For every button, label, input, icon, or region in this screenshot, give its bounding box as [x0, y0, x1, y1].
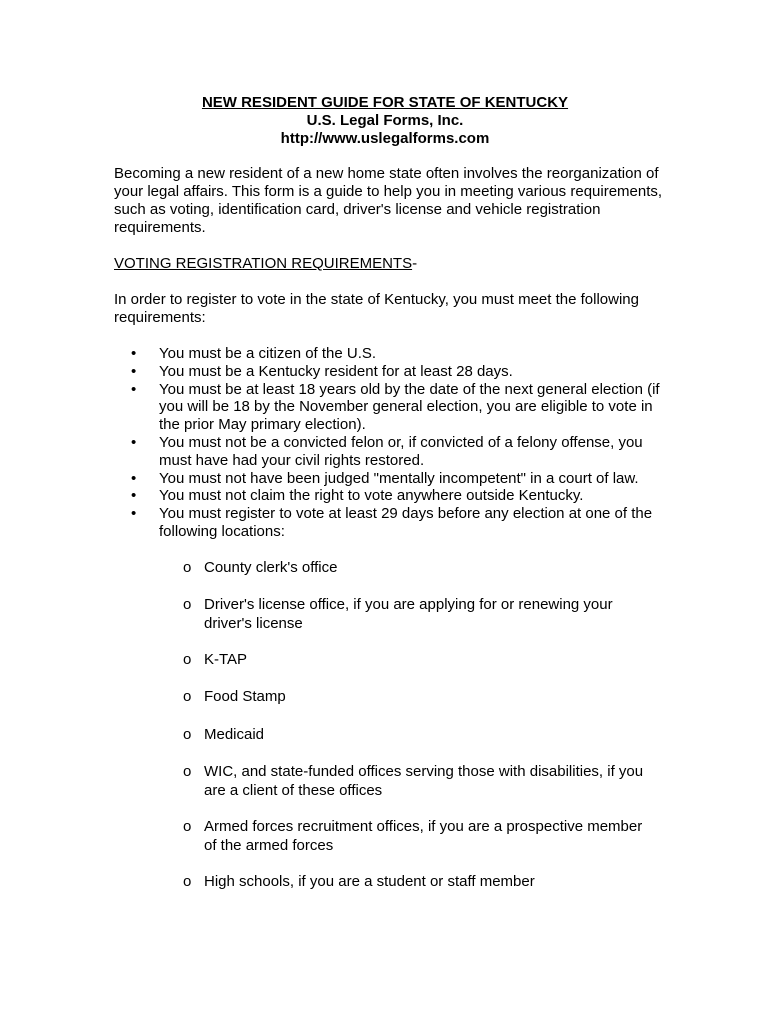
requirement-text: You must be at least 18 years old by the date of the next general election (if you will be 18 by the November general election, you are eligible to vote in the prior May primary election).: [159, 380, 660, 434]
sub-list-item: [183, 872, 653, 891]
list-item: [114, 434, 674, 470]
sub-list-item: [183, 687, 653, 706]
requirement-text: You must not claim the right to vote anywhere outside Kentucky.: [159, 487, 584, 505]
list-item: [114, 363, 674, 381]
location-text: Medicaid: [204, 726, 265, 743]
company-name: U.S. Legal Forms, Inc.: [306, 112, 464, 129]
document-header: [0, 94, 770, 148]
list-item: [114, 345, 674, 363]
document-title: NEW RESIDENT GUIDE FOR STATE OF KENTUCKY: [201, 94, 569, 111]
location-text: High schools, if you are a student or staff member: [204, 873, 535, 890]
section-title: VOTING REGISTRATION REQUIREMENTS: [114, 255, 413, 272]
requirement-text: You must be a citizen of the U.S.: [159, 345, 377, 362]
sub-list-item: [183, 762, 653, 800]
list-item: [114, 470, 674, 488]
bullet-icon: •: [131, 505, 137, 523]
location-text: Food Stamp: [204, 688, 286, 705]
requirement-text: You must be a Kentucky resident for at least 28 days.: [159, 362, 513, 380]
sub-list-item: [183, 725, 653, 744]
circle-bullet-icon: o: [183, 559, 192, 576]
sub-list-item: [183, 558, 653, 577]
requirement-text: You must register to vote at least 29 days before any election at one of the following locations:: [159, 505, 653, 540]
bullet-icon: •: [131, 469, 137, 487]
circle-bullet-icon: o: [183, 873, 192, 890]
location-text: K-TAP: [204, 651, 248, 668]
circle-bullet-icon: o: [183, 763, 192, 780]
company-url: http://www.uslegalforms.com: [280, 130, 490, 147]
circle-bullet-icon: o: [183, 818, 192, 835]
list-item: [114, 505, 674, 541]
bullet-icon: •: [131, 362, 137, 380]
intro-paragraph: Becoming a new resident of a new home state often involves the reorganization of your legal affairs. This form is a guide to help you in meeting various requirements, such as voting, identification card, driver's license and vehicle registration requirements.: [114, 165, 663, 236]
location-text: Armed forces recruitment offices, if you are a prospective member of the armed forces: [204, 818, 643, 854]
sub-list-item: [183, 817, 653, 855]
list-item: [114, 381, 674, 434]
circle-bullet-icon: o: [183, 596, 192, 613]
location-text: WIC, and state-funded offices serving those with disabilities, if you are a client of these offices: [204, 763, 644, 799]
bullet-icon: •: [131, 433, 137, 451]
sub-list-item: [183, 650, 653, 669]
list-item: [114, 487, 674, 505]
circle-bullet-icon: o: [183, 726, 192, 743]
bullet-icon: •: [131, 487, 137, 505]
section-lead-paragraph: In order to register to vote in the state of Kentucky, you must meet the following requirements:: [114, 291, 639, 326]
requirements-list: [114, 345, 674, 541]
bullet-icon: •: [131, 380, 137, 398]
section-title-suffix: -: [412, 255, 418, 272]
location-text: Driver's license office, if you are applying for or renewing your driver's license: [204, 596, 613, 632]
requirement-text: You must not have been judged "mentally incompetent" in a court of law.: [159, 469, 639, 487]
circle-bullet-icon: o: [183, 651, 192, 668]
section-heading: [114, 255, 417, 273]
circle-bullet-icon: o: [183, 688, 192, 705]
location-text: County clerk's office: [204, 559, 338, 576]
sub-list-item: [183, 595, 653, 633]
requirement-text: You must not be a convicted felon or, if convicted of a felony offense, you must have had your civil rights restored.: [159, 433, 643, 469]
bullet-icon: •: [131, 345, 137, 362]
